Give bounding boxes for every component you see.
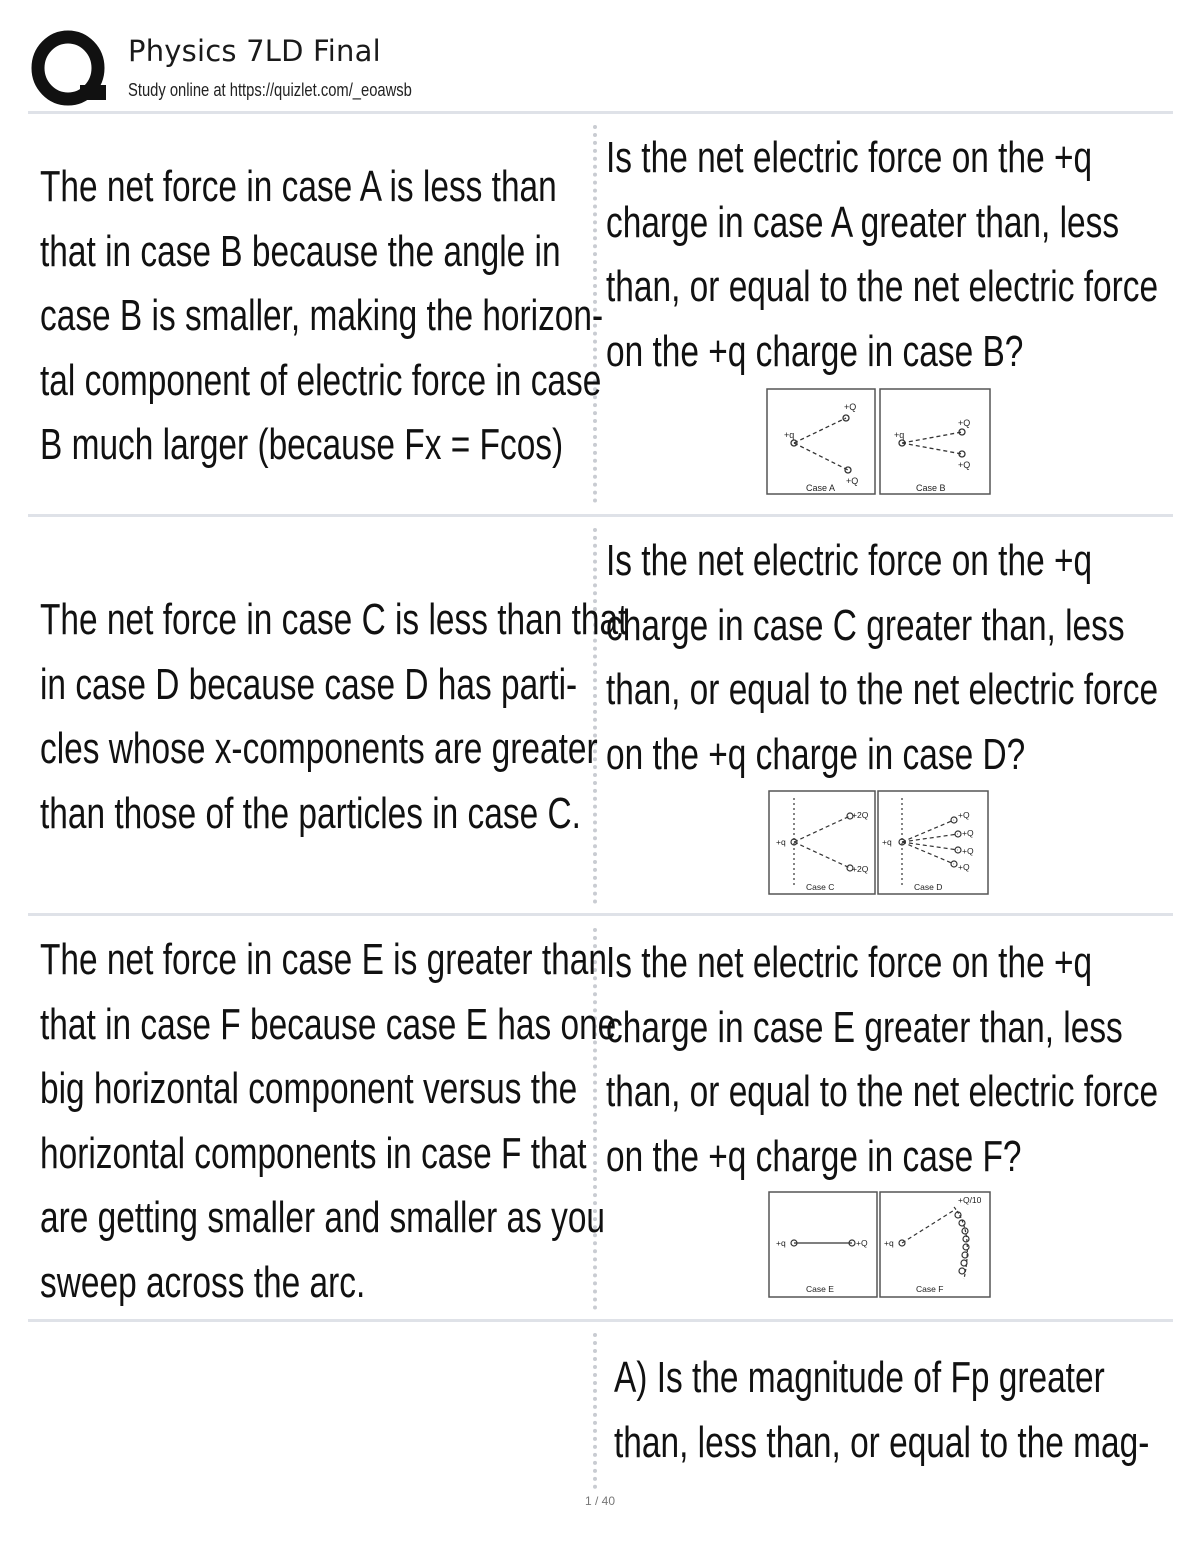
figure-label: +Q <box>958 460 971 470</box>
question-line: Is the net electric force on the +q <box>606 133 1093 182</box>
study-online-link[interactable]: Study online at https://quizlet.com/_eoawsb <box>128 80 412 100</box>
answer-line: The net force in case E is greater than <box>40 935 607 984</box>
figure-label: +Q <box>856 1238 868 1248</box>
card-1-figure <box>766 388 992 496</box>
answer-line: in case D because case D has parti- <box>40 659 578 709</box>
question-line: than, less than, or equal to the mag- <box>614 1417 1150 1467</box>
row-divider <box>28 913 1173 916</box>
figure-label: +Q <box>958 418 971 428</box>
figure-label: +Q/10 <box>958 1195 982 1205</box>
answer-line: horizontal components in case F that <box>40 1128 587 1178</box>
set-title: Physics 7LD Final <box>128 34 381 68</box>
question-line: than, or equal to the net electric force <box>606 262 1159 311</box>
answer-line: are getting smaller and smaller as you <box>40 1193 606 1242</box>
figure-label: +q <box>776 837 786 847</box>
figure-label: +Q <box>962 828 974 838</box>
answer-line: sweep across the arc. <box>40 1257 366 1307</box>
answer-line: that in case B because the angle in <box>40 226 561 276</box>
figure-caption: Case D <box>914 882 943 892</box>
answer-line: than those of the particles in case C. <box>40 788 581 838</box>
page-header <box>28 30 1178 110</box>
figure-label: +q <box>882 837 892 847</box>
row-divider <box>28 1319 1173 1322</box>
card-3-figure <box>768 1191 992 1299</box>
question-line: charge in case C greater than, less <box>606 600 1125 650</box>
card-2-figure <box>768 790 990 896</box>
answer-line: that in case F because case E has one <box>40 999 617 1049</box>
question-line: than, or equal to the net electric force <box>606 1067 1159 1116</box>
page-number: 1 / 40 <box>584 1494 616 1508</box>
figure-label: +q <box>894 430 905 440</box>
figure-label: +q <box>776 1238 786 1248</box>
figure-label: +q <box>884 1238 894 1248</box>
answer-line: The net force in case C is less than that <box>40 595 628 644</box>
figure-label: +Q <box>962 846 974 856</box>
question-line: A) Is the magnitude of Fp greater <box>614 1353 1105 1402</box>
column-divider <box>593 1333 597 1489</box>
card-4-question <box>614 1346 1149 1475</box>
figure-caption: Case F <box>916 1284 944 1294</box>
question-line: on the +q charge in case B? <box>606 326 1024 376</box>
card-2-question <box>606 529 1158 787</box>
figure-label: +Q <box>958 862 970 872</box>
answer-line: cles whose x-components are greater <box>40 724 598 773</box>
question-line: Is the net electric force on the +q <box>606 536 1093 585</box>
card-2-answer <box>40 588 627 846</box>
figure-caption: Case E <box>806 1284 834 1294</box>
row-divider <box>28 111 1173 114</box>
figure-label: +Q <box>846 476 859 486</box>
figure-label: +Q <box>844 402 857 412</box>
question-line: Is the net electric force on the +q <box>606 938 1093 987</box>
card-3-question <box>606 931 1158 1189</box>
answer-line: big horizontal component versus the <box>40 1064 578 1113</box>
answer-line: case B is smaller, making the horizon- <box>40 291 604 340</box>
card-1-question <box>606 126 1158 384</box>
figure-caption: Case B <box>916 483 946 493</box>
card-1-answer <box>40 155 603 478</box>
question-line: on the +q charge in case F? <box>606 1131 1022 1181</box>
figure-caption: Case A <box>806 483 836 493</box>
figure-label: +Q <box>958 810 970 820</box>
card-3-answer <box>40 928 616 1315</box>
figure-label: +2Q <box>852 810 869 820</box>
row-divider <box>28 514 1173 517</box>
figure-caption: Case C <box>806 882 835 892</box>
answer-line: B much larger (because Fx = Fcos) <box>40 420 564 469</box>
question-line: charge in case A greater than, less <box>606 197 1120 247</box>
answer-line: The net force in case A is less than <box>40 162 557 211</box>
answer-line: tal component of electric force in case <box>40 355 602 405</box>
figure-label: +q <box>784 430 795 440</box>
quizlet-logo-icon <box>30 30 110 110</box>
question-line: charge in case E greater than, less <box>606 1002 1123 1052</box>
figure-label: +2Q <box>852 864 869 874</box>
question-line: than, or equal to the net electric force <box>606 665 1159 714</box>
question-line: on the +q charge in case D? <box>606 729 1026 779</box>
